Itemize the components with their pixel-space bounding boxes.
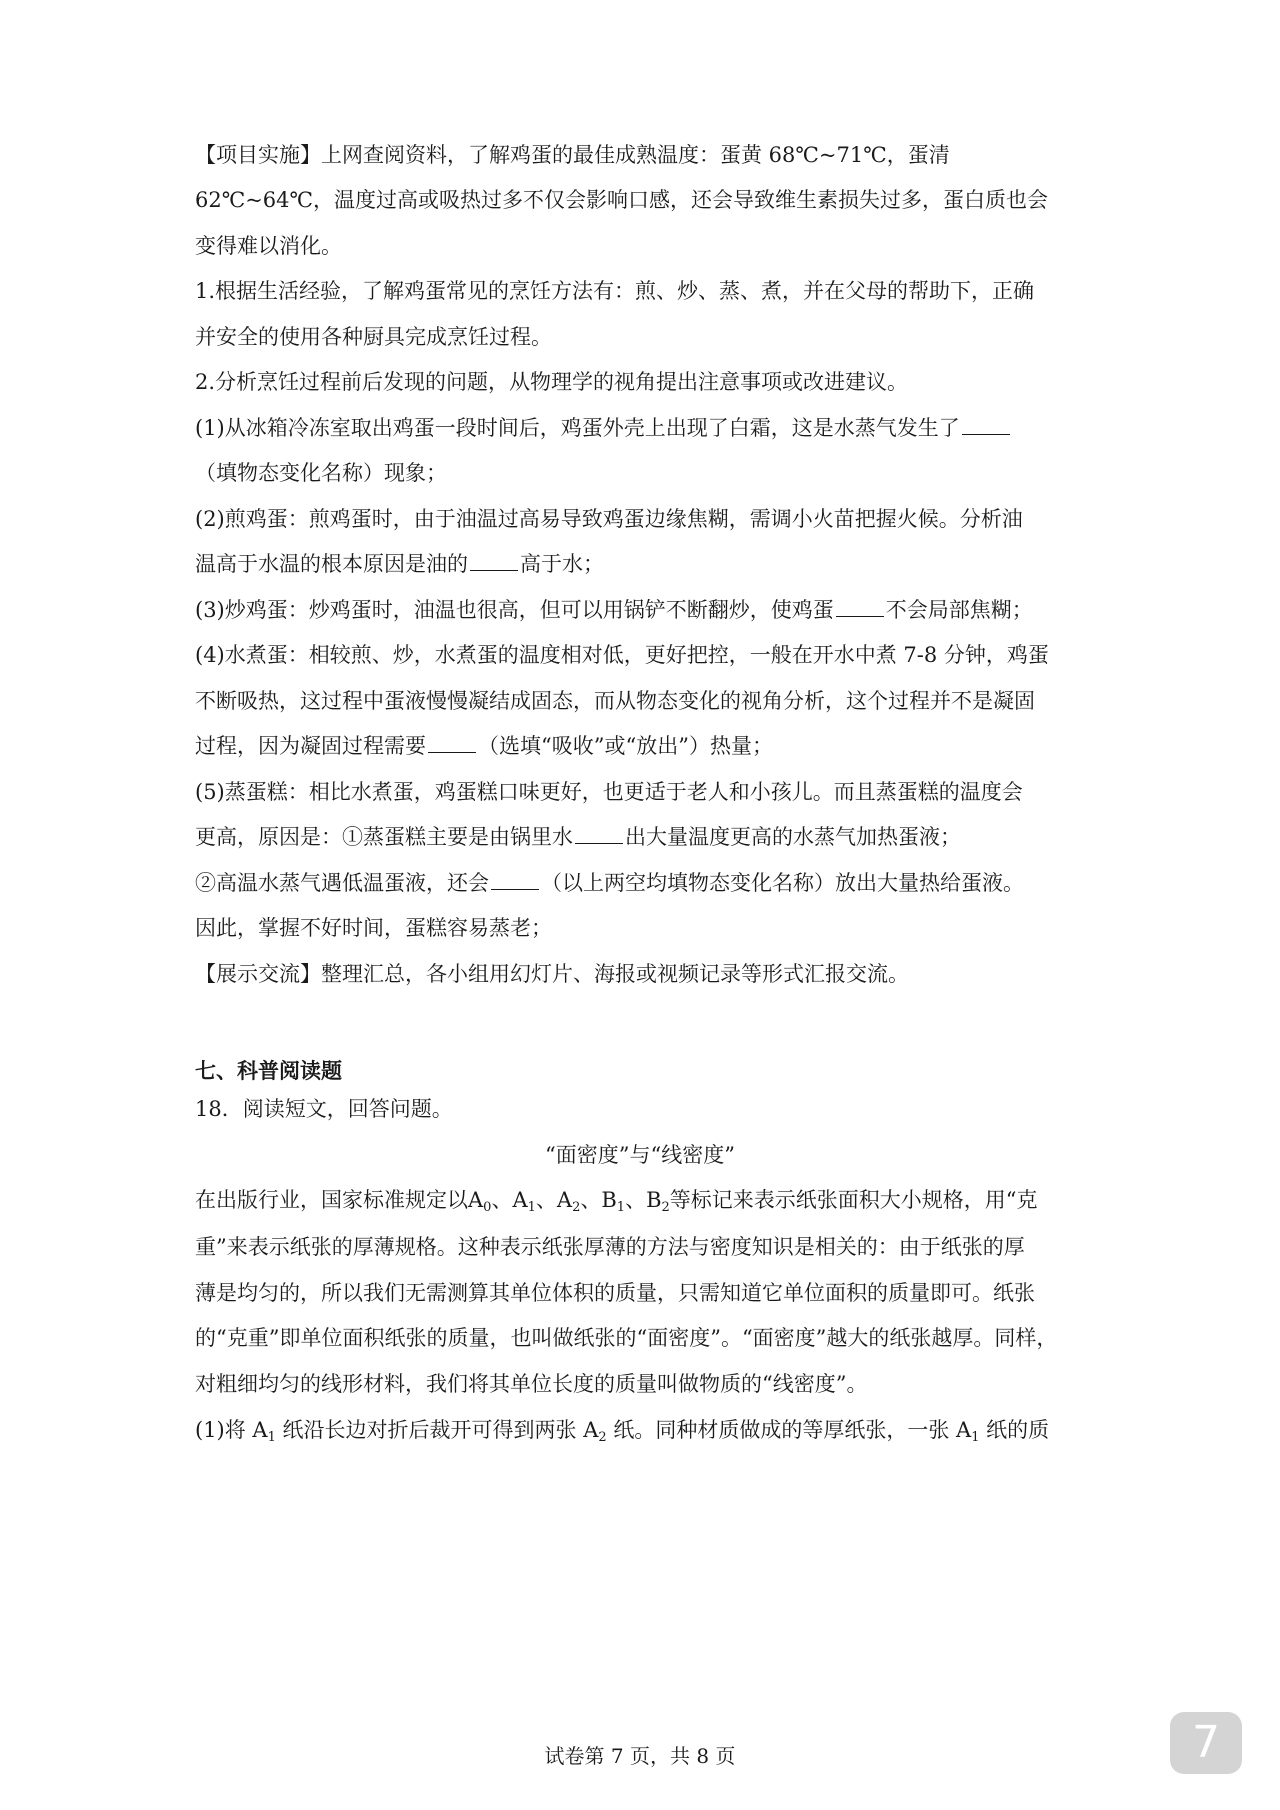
text-line: 变得难以消化。 — [195, 234, 342, 258]
paper-size-symbol: B — [601, 1188, 617, 1212]
subscript: 2 — [572, 1200, 581, 1215]
separator: 、 — [535, 1188, 557, 1212]
paper-size-symbol: A — [556, 1188, 573, 1212]
question-text: （以上两空均填物态变化名称）放出大量热给蛋液。 — [541, 871, 1024, 895]
question-text: 不会局部焦糊； — [885, 598, 1033, 622]
subscript: 1 — [616, 1200, 626, 1215]
question-text: (3)炒鸡蛋：炒鸡蛋时，油温也很高，但可以用锅铲不断翻炒，使鸡蛋 — [195, 598, 834, 622]
text-line: 【项目实施】上网查阅资料，了解鸡蛋的最佳成熟温度：蛋黄 68℃~71℃，蛋清 — [195, 143, 950, 167]
question-text: 出大量温度更高的水蒸气加热蛋液； — [625, 825, 961, 849]
page-footer: 试卷第 7 页，共 8 页 — [544, 1744, 736, 1768]
paper-size-symbol: A — [512, 1188, 528, 1212]
article-text: 纸。同种材质做成的等厚纸张，一张 — [606, 1418, 957, 1442]
text-line: (4)水煮蛋：相较煎、炒，水煮蛋的温度相对低，更好把控，一般在开水中煮 7-8 分钟，鸡蛋 — [195, 643, 1049, 667]
article-line: 对粗细均匀的线形材料，我们将其单位长度的质量叫做物质的“线密度”。 — [195, 1372, 868, 1396]
subscript: 0 — [483, 1200, 492, 1215]
question-text: 温高于水温的根本原因是油的 — [195, 552, 468, 576]
question-18: 18．阅读短文，回答问题。 — [195, 1097, 453, 1121]
subscript: 2 — [661, 1200, 670, 1215]
answer-blank[interactable] — [470, 550, 518, 571]
subscript: 1 — [527, 1200, 536, 1215]
paper-size-symbol: B — [646, 1188, 662, 1212]
question-text: (1)从冰箱冷冻室取出鸡蛋一段时间后，鸡蛋外壳上出现了白霜，这是水蒸气发生了 — [195, 416, 960, 440]
subscript: 1 — [971, 1430, 980, 1445]
article-text: 纸的质 — [979, 1418, 1050, 1442]
question-text: 更高，原因是：①蒸蛋糕主要是由锅里水 — [195, 825, 573, 849]
article-title: “面密度”与“线密度” — [545, 1143, 735, 1167]
question-1-line — [195, 413, 1095, 443]
question-3-line — [195, 595, 1095, 625]
text-line: 1.根据生活经验，了解鸡蛋常见的烹饪方法有：煎、炒、蒸、煮，并在父母的帮助下，正确 — [195, 279, 1035, 303]
answer-blank[interactable] — [575, 823, 623, 844]
text-line: （填物态变化名称）现象； — [195, 461, 447, 485]
separator: 、 — [580, 1188, 602, 1212]
separator: 、 — [491, 1188, 513, 1212]
text-line: (2)煎鸡蛋：煎鸡蛋时，由于油温过高易导致鸡蛋边缘焦糊，需调小火苗把握火候。分析油 — [195, 507, 1023, 531]
article-text: 纸沿长边对折后裁开可得到两张 — [275, 1418, 584, 1442]
separator: 、 — [625, 1188, 647, 1212]
answer-blank[interactable] — [962, 414, 1010, 435]
article-line: 重”来表示纸张的厚薄规格。这种表示纸张厚薄的方法与密度知识是相关的：由于纸张的厚 — [195, 1235, 1025, 1259]
text-line: 因此，掌握不好时间，蛋糕容易蒸老； — [195, 916, 552, 940]
article-text: 等标记来表示纸张面积大小规格，用“克 — [669, 1188, 1038, 1212]
question-text: 高于水； — [520, 552, 604, 576]
article-line: 薄是均匀的，所以我们无需测算其单位体积的质量，只需知道它单位面积的质量即可。纸张 — [195, 1281, 1035, 1305]
text-line: 62℃~64℃，温度过高或吸热过多不仅会影响口感，还会导致维生素损失过多，蛋白质也会 — [195, 188, 1049, 212]
page-number-badge: 7 — [1170, 1712, 1242, 1774]
article-question-1 — [195, 1415, 1095, 1445]
article-line — [195, 1185, 1095, 1215]
question-4-line — [195, 731, 1095, 761]
subscript: 1 — [267, 1430, 276, 1445]
section-title: 七、科普阅读题 — [195, 1058, 342, 1083]
answer-blank[interactable] — [428, 732, 476, 753]
subscript: 2 — [598, 1430, 607, 1445]
answer-blank[interactable] — [491, 869, 539, 890]
question-2-line — [195, 549, 1095, 579]
question-text: ②高温水蒸气遇低温蛋液，还会 — [195, 871, 489, 895]
paper-size-symbol: A — [583, 1418, 599, 1442]
question-5-line — [195, 822, 1095, 852]
paper-size-symbol: A — [252, 1418, 268, 1442]
question-text: （选填“吸收”或“放出”）热量； — [478, 734, 773, 758]
text-line: 2.分析烹饪过程前后发现的问题，从物理学的视角提出注意事项或改进建议。 — [195, 370, 909, 394]
question-text: 过程，因为凝固过程需要 — [195, 734, 426, 758]
paper-size-symbol: A — [468, 1188, 484, 1212]
article-text: (1)将 — [195, 1418, 253, 1442]
text-line: (5)蒸蛋糕：相比水煮蛋，鸡蛋糕口味更好，也更适于老人和小孩儿。而且蒸蛋糕的温度会 — [195, 780, 1023, 804]
question-5-line-2 — [195, 868, 1095, 898]
text-line: 并安全的使用各种厨具完成烹饪过程。 — [195, 325, 552, 349]
text-line: 不断吸热，这过程中蛋液慢慢凝结成固态，而从物态变化的视角分析，这个过程并不是凝固 — [195, 689, 1035, 713]
answer-blank[interactable] — [836, 596, 884, 617]
text-line: 【展示交流】整理汇总，各小组用幻灯片、海报或视频记录等形式汇报交流。 — [195, 962, 909, 986]
article-text: 在出版行业，国家标准规定以 — [195, 1188, 468, 1212]
paper-size-symbol: A — [956, 1418, 972, 1442]
article-line: 的“克重”即单位面积纸张的质量，也叫做纸张的“面密度”。“面密度”越大的纸张越厚。同样， — [195, 1326, 1058, 1350]
